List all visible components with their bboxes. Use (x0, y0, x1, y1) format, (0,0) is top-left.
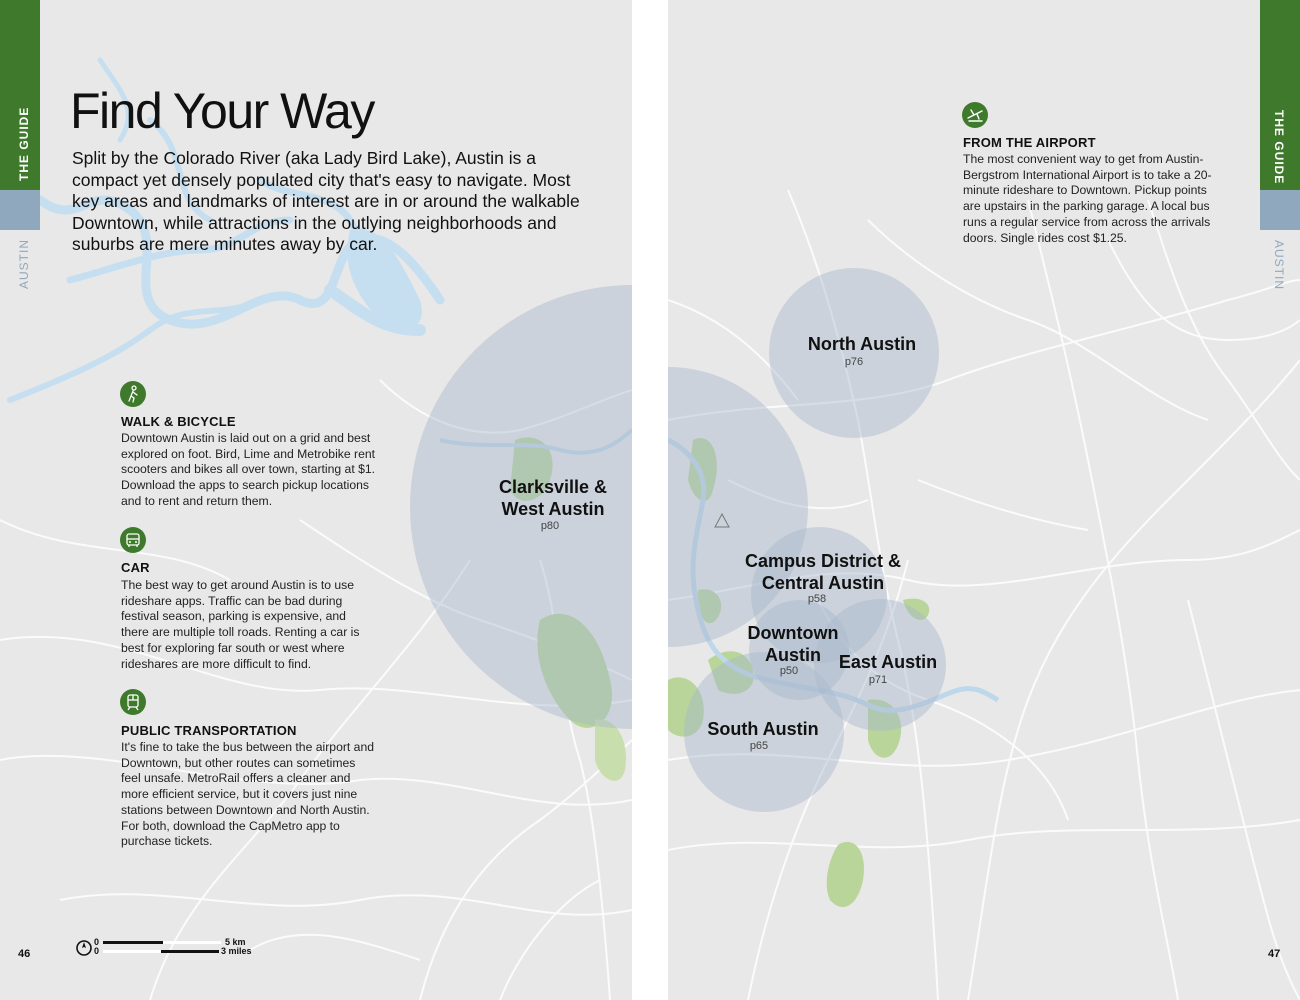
label-clarksville-line2: West Austin (501, 499, 605, 519)
page-ref-east-austin: p71 (868, 674, 888, 686)
page-ref-south-austin: p65 (749, 740, 769, 752)
scale-mi-zero: 0 (94, 946, 100, 956)
page-ref-clarksville: p80 (540, 520, 560, 532)
page-ref-campus: p58 (807, 593, 827, 605)
label-downtown-line1: Downtown (747, 623, 839, 643)
walking-person-icon (120, 381, 146, 407)
austin-tab (1260, 190, 1300, 230)
airplane-icon (962, 102, 988, 128)
tab-label-austin: AUSTIN (1272, 240, 1286, 291)
label-campus-line1: Campus District & (744, 551, 902, 571)
section-title-transit: PUBLIC TRANSPORTATION (121, 723, 297, 738)
map-right (668, 0, 1300, 1000)
austin-tab (0, 190, 40, 230)
tab-label-guide: THE GUIDE (1272, 110, 1286, 185)
section-title-car: CAR (121, 560, 150, 575)
label-north-austin: North Austin (807, 334, 917, 354)
left-page (0, 0, 632, 1000)
label-south-austin: South Austin (707, 719, 819, 739)
park-area (827, 842, 864, 907)
intro-paragraph: Split by the Colorado River (aka Lady Bird Lake), Austin is a compact yet densely populated city that's easy to navigate. Most key areas and landmarks of interest are in or around the walkable Downtown, while attractions in the outlying neighborhoods and suburbs are mere minutes away by car. (72, 148, 580, 255)
section-body-walk: Downtown Austin is laid out on a grid and best explored on foot. Bird, Lime and Metrobike rent scooters and bikes all over town, starting at $1. Download the apps to search pickup locations and to rent and return them. (121, 431, 376, 508)
airport-title: FROM THE AIRPORT (963, 135, 1096, 150)
scale-mi-label: 3 miles (221, 946, 252, 956)
label-downtown-line2: Austin (765, 645, 821, 665)
section-body-transit: It's fine to take the bus between the airport and Downtown, but other routes can sometimes feel unsafe. MetroRail offers a cleaner and more efficient service, but it covers just nine stations between Downtown and North Austin. For both, download the CapMetro app to purchase tickets. (121, 740, 375, 849)
page-number-left: 46 (18, 948, 31, 960)
label-clarksville (470, 476, 632, 520)
section-body-car: The best way to get around Austin is to use rideshare apps. Traffic can be bad during festival season, parking is expensive, and there are multiple toll roads. Renting a car is best for exploring far south or west where rideshares are more difficult to find. (121, 578, 360, 671)
right-page (668, 0, 1300, 1000)
car-icon (120, 527, 146, 553)
section-title-walk: WALK & BICYCLE (121, 414, 236, 429)
tab-label-guide: THE GUIDE (17, 106, 31, 181)
scale-km-label: 5 km (225, 937, 246, 947)
page-number-right: 47 (1268, 948, 1281, 960)
page-ref-downtown: p50 (779, 665, 799, 677)
label-east-austin: East Austin (838, 652, 938, 672)
book-gutter (632, 0, 668, 1000)
label-campus (738, 550, 908, 594)
page-title: Find Your Way (70, 83, 374, 139)
scale-bar-km-segment (163, 941, 221, 944)
train-icon (120, 689, 146, 715)
label-campus-line2: Central Austin (761, 573, 885, 593)
scale-km-zero: 0 (94, 937, 100, 947)
compass-icon (75, 939, 93, 957)
airport-body: The most convenient way to get from Austin-Bergstrom International Airport is to take a 20-minute rideshare to Downtown. Pickup points are upstairs in the parking garage. A local bus runs a regular service from across the arrivals doors. Single rides cost $1.25. (963, 152, 1212, 245)
page-ref-north-austin: p76 (844, 356, 864, 368)
label-clarksville-line1: Clarksville & (498, 477, 608, 497)
tab-label-austin: AUSTIN (17, 238, 31, 289)
scale-bar-mi-segment (103, 950, 161, 953)
